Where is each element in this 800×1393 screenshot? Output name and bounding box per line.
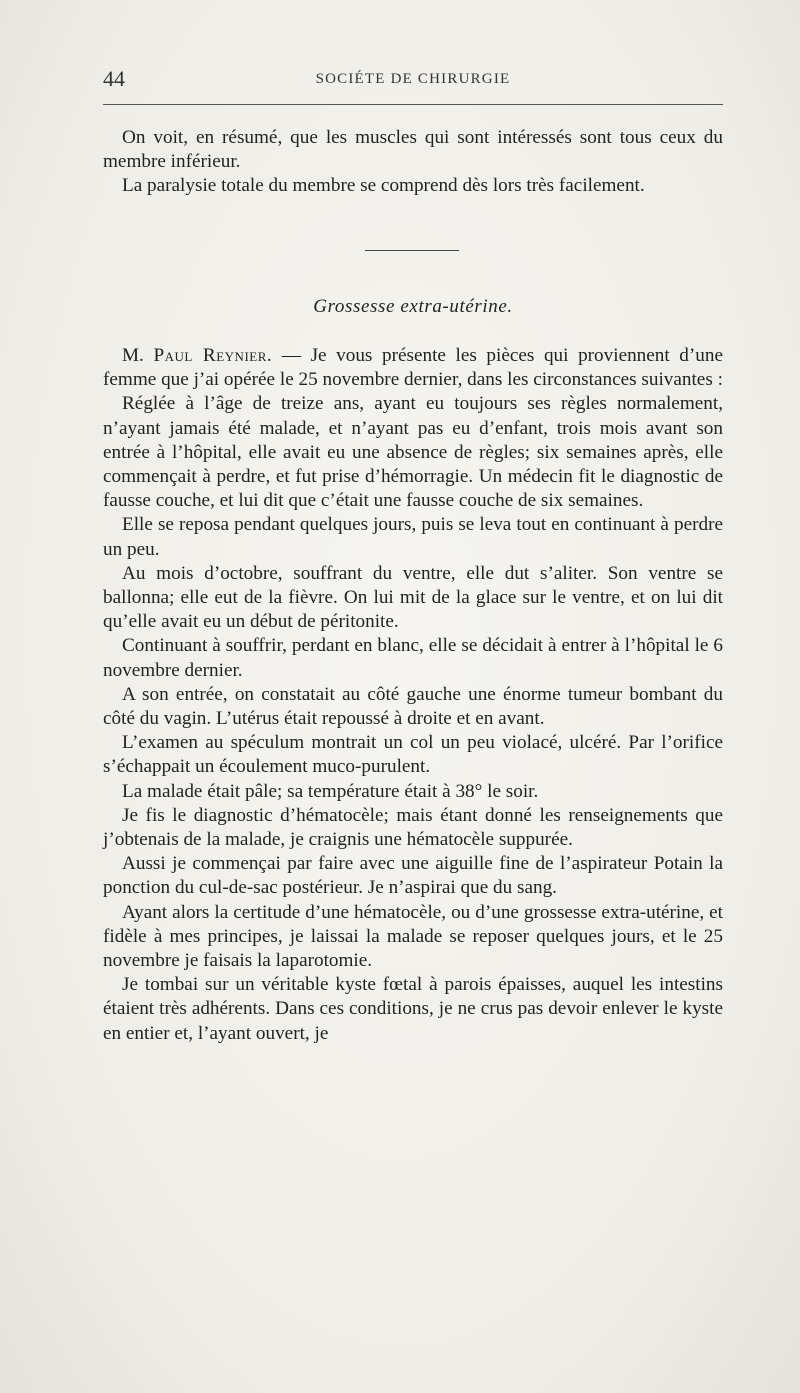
intro-text [103,126,723,199]
paragraph: Au mois d’octobre, souffrant du ventre, elle dut s’aliter. Son ventre se ballonna; elle eut de la fièvre. On lui mit de la glace sur le ventre, et on lui dit qu’elle avait eu un début de péritonite. [103,562,723,633]
running-title: SOCIÉTE DE CHIRURGIE [315,71,511,87]
paragraph: Je tombai sur un véritable kyste fœtal à parois épaisses, auquel les intestins étaient très adhérents. Dans ces conditions, je ne crus pas devoir enlever le kyste en entier et, l’ayant ouvert, je [103,974,723,1044]
paragraph: Je fis le diagnostic d’hématocèle; mais étant donné les renseignements que j’obtenais de la malade, je craignis une hématocèle suppurée. [103,804,723,851]
paragraph: Réglée à l’âge de treize ans, ayant eu toujours ses règles normalement, n’ayant jamais été malade, et n’ayant pas eu d’enfant, trois mois avant son entrée à l’hôpital, elle avait eu une absence de règles; six semaines après, elle commençait à perdre, et fut prise d’hémorragie. Un médecin fit le diagnostic de fausse couche, et lui dit que c’était une fausse couche de six semaines. [103,393,723,512]
page-header [103,66,723,96]
communication-paragraph [103,344,723,392]
paragraph: Ayant alors la certitude d’une hématocèle, ou d’une grossesse extra-utérine, et fidèle à mes principes, je laissai la malade se reposer quelques jours, et le 25 novembre je faisais la laparotomie. [103,901,723,972]
communication-text: — Je vous présente les pièces qui proviennent d’une femme que j’ai opérée le 25 novembre dernier, dans les circonstances suivantes : [103,345,723,391]
paragraph: Continuant à souffrir, perdant en blanc, elle se décidait à entrer à l’hôpital le 6 novembre dernier. [103,635,723,681]
page-number: 44 [103,66,125,91]
paragraph: On voit, en résumé, que les muscles qui sont intéressés sont tous ceux du membre inférieur. [103,127,723,173]
header-rule [103,104,723,105]
paragraph: La malade était pâle; sa température était à 38° le soir. [122,780,539,802]
author-name: Paul Reynier. [153,345,273,366]
section-title: Grossesse extra-utérine. [313,296,513,317]
paragraph: Aussi je commençai par faire avec une aiguille fine de l’aspirateur Potain la ponction du cul-de-sac postérieur. Je n’aspirai que du sang. [103,853,723,899]
paragraph: L’examen au spéculum montrait un col un peu violacé, ulcéré. Par l’orifice s’échappait un écoulement muco-purulent. [103,732,723,778]
paragraph: La paralysie totale du membre se comprend dès lors très facilement. [122,175,645,197]
paragraph: Elle se reposa pendant quelques jours, puis se leva tout en continuant à perdre un peu. [103,514,723,560]
paragraph: A son entrée, on constatait au côté gauche une énorme tumeur bombant du côté du vagin. L’utérus était repoussé à droite et en avant. [103,683,723,730]
main-text [103,344,723,1046]
author-prefix: M. [122,345,144,366]
section-separator [365,250,459,251]
